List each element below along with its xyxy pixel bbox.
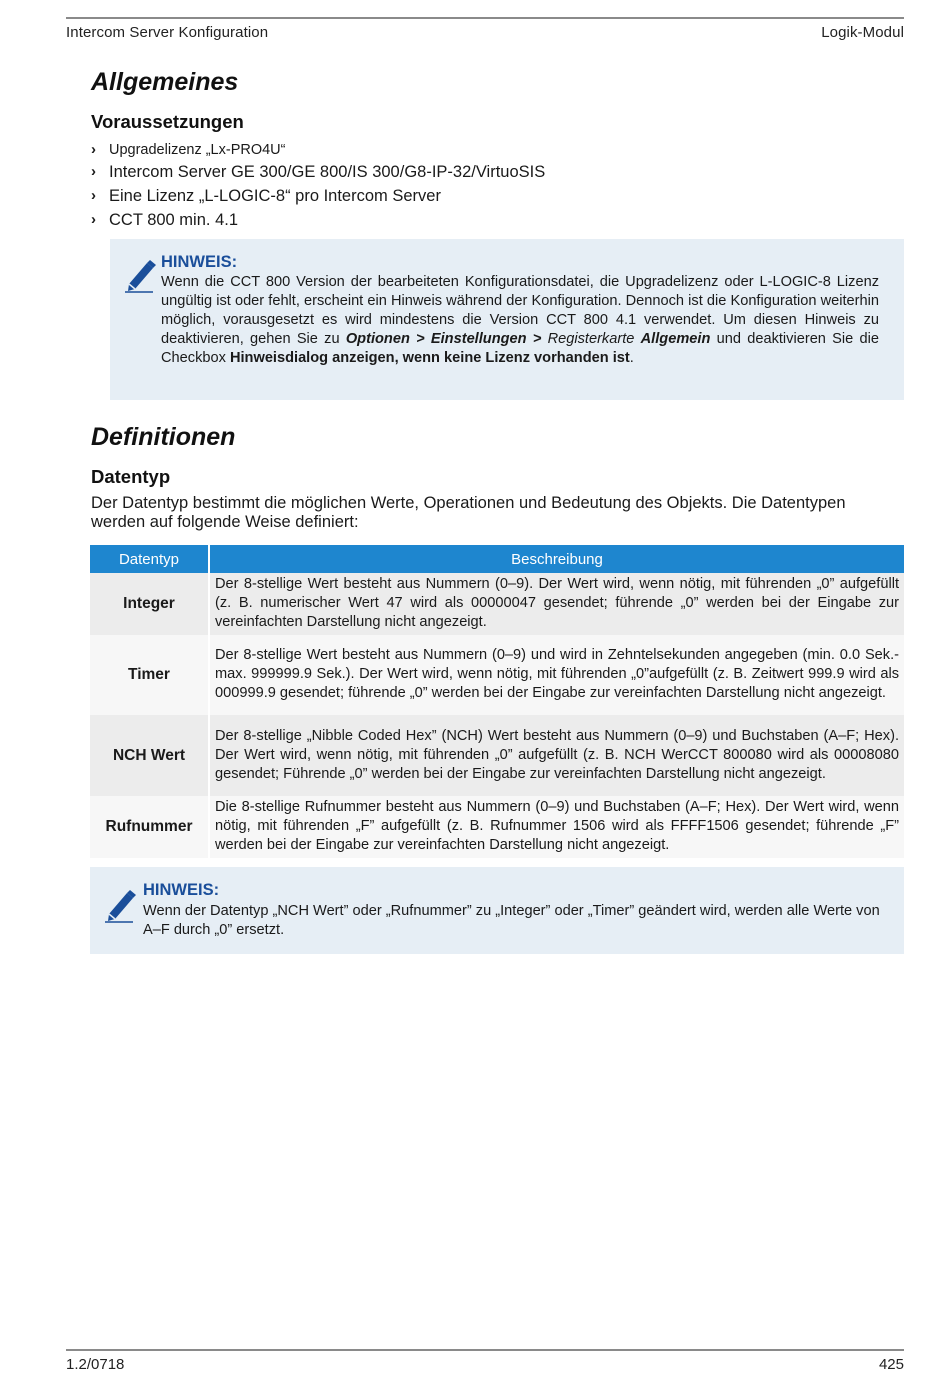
chevron-right-icon: › [91,211,96,228]
note-box-datatype [90,867,904,954]
header-title-right: Logik-Modul [821,24,904,41]
header-rule [66,17,904,19]
column-header-datentyp: Datentyp [90,545,209,573]
cell-type: Timer [90,635,209,715]
note-title: HINWEIS: [143,881,220,899]
requirements-list [91,140,545,232]
note-title: HINWEIS: [161,253,238,271]
table-row [90,635,904,715]
note-box-license [110,239,904,400]
checkbox-name: Hinweisdialog anzeigen, wenn keine Lizenz vorhanden ist [229,350,630,366]
menu-path: Optionen > Einstellungen > [345,331,542,347]
page-number: 425 [878,1356,904,1373]
subsection-title-datentyp: Datentyp [91,466,171,487]
datatype-table [90,545,904,858]
list-item: › Intercom Server GE 300/GE 800/IS 300/G8-IP-32/VirtuoSIS [91,160,545,184]
header-title-left: Intercom Server Konfiguration [66,24,269,41]
note-text: Wenn die CCT 800 Version der bearbeiteten Konfigurationsdatei, die Upgradelizenz oder L-LOGIC-8 Lizenz ungültig ist oder fehlt, erscheint ein Hinweis während der Konfiguration. Dennoch ist die Konfiguration weiterhin möglich, vorausgesetzt es wird mindestens die Version CCT 800 4.1 verwendet. Um diesen Hinweis zu deaktivieren, gehen Sie zu Optionen > Einstellungen > Registerkarte Allgemein und deaktivieren Sie die Checkbox Hinweisdialog anzeigen, wenn keine Lizenz vorhanden ist. [161,274,879,366]
pen-icon [123,257,157,298]
footer-version: 1.2/0718 [66,1356,125,1373]
section-title-definitionen: Definitionen [91,423,236,451]
table-row [90,715,904,796]
list-item: › CCT 800 min. 4.1 [91,208,545,232]
column-header-beschreibung: Beschreibung [209,545,904,573]
chevron-right-icon: › [91,187,96,204]
cell-type: Rufnummer [90,796,209,858]
pen-icon [103,887,137,928]
note-text: Wenn der Datentyp „NCH Wert” oder „Rufnummer” zu „Integer” oder „Timer” geändert wird, werden alle Werte von A–F durch „0” ersetzt. [143,903,880,938]
cell-description: Die 8-stellige Rufnummer besteht aus Nummern (0–9) und Buchstaben (A–F; Hex). Der Wert wird, wenn nötig, mit führenden „F” aufgefüllt (z. B. Rufnummer 1506 wird als FFFF1506 gesendet; führende „F” werden bei der Eingabe zur vereinfachten Darstellung nicht angezeigt. [209,796,904,858]
cell-type: NCH Wert [90,715,209,796]
cell-description: Der 8-stellige Wert besteht aus Nummern (0–9). Der Wert wird, wenn nötig, mit führenden „0” aufgefüllt (z. B. numerischer Wert 47 wird als 00000047 gesendet; führende „0” werden bei der Eingabe zur vereinfachten Darstellung nicht angezeigt. [209,573,904,635]
chevron-right-icon: › [91,141,96,158]
cell-type: Integer [90,573,209,635]
intro-paragraph: Der Datentyp bestimmt die möglichen Werte, Operationen und Bedeutung des Objekts. Die Datentypen werden auf folgende Weise definiert: [91,494,846,531]
subsection-title-voraussetzungen: Voraussetzungen [91,111,244,132]
chevron-right-icon: › [91,163,96,180]
list-item: › Upgradelizenz „Lx-PRO4U“ [91,141,286,158]
list-item: › Eine Lizenz „L-LOGIC-8“ pro Intercom Server [91,184,545,208]
cell-description: Der 8-stellige Wert besteht aus Nummern (0–9) und wird in Zehntelsekunden angegeben (min. 0.0 Sek.-max. 999999.9 Sek.). Der Wert wird, wenn nötig, mit führenden „0”aufgefüllt (z. B. Zeitwert 999.9 wird als 000999.9 gesendet; führende „0” werden bei der Eingabe zur vereinfachten Darstellung nicht angezeigt. [209,635,904,715]
table-header-row [90,545,904,573]
cell-description: Der 8-stellige „Nibble Coded Hex” (NCH) Wert besteht aus Nummern (0–9) und Buchstaben (A–F; Hex). Der Wert wird, wenn nötig, mit führenden „0” aufgefüllt (z. B. NCH WerCCT 800080 wird als 00008080 gesendet; Führende „0” werden bei der Eingabe zur vereinfachten Darstellung nicht angezeigt. [209,715,904,796]
table-row [90,796,904,858]
section-title-allgemeines: Allgemeines [91,68,239,96]
table-row [90,573,904,635]
footer-rule [66,1349,904,1351]
tab-name: Allgemein [640,331,711,347]
